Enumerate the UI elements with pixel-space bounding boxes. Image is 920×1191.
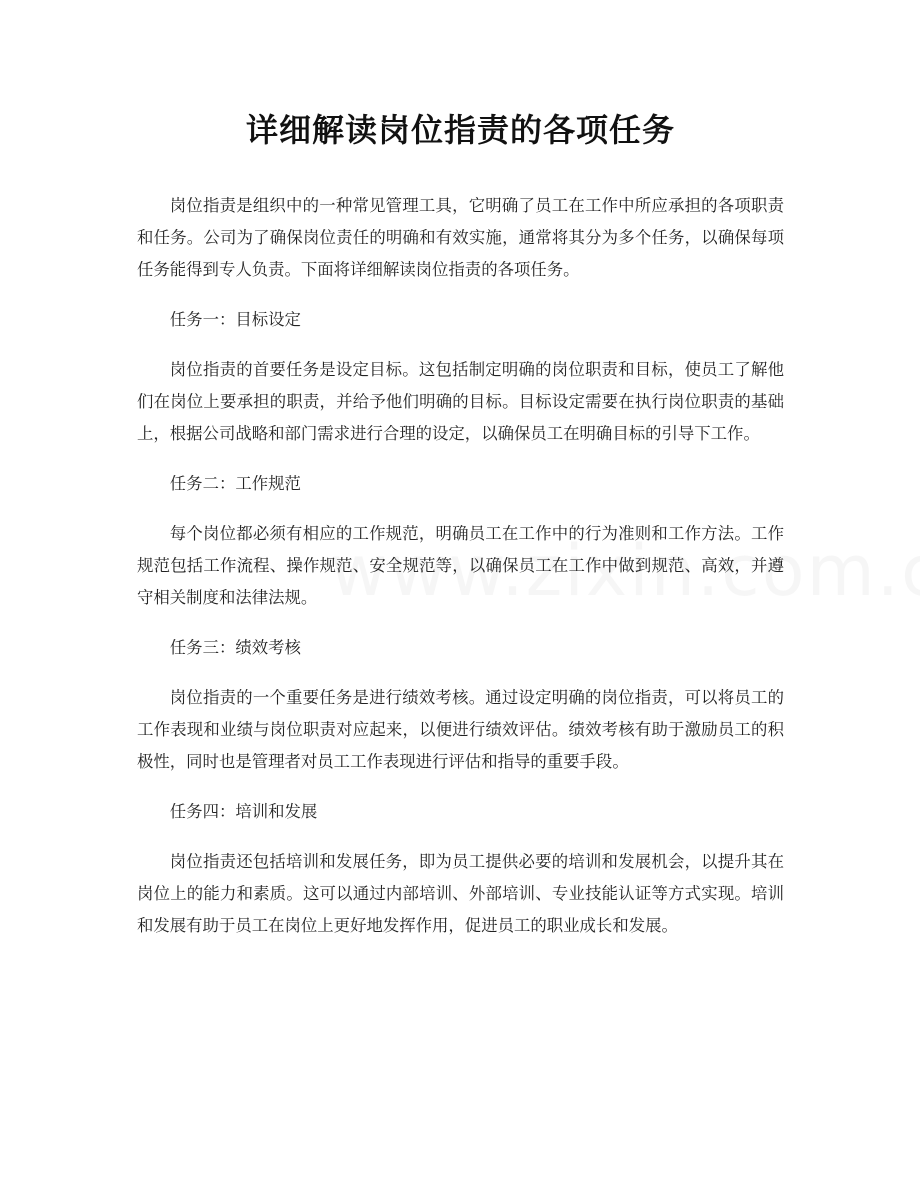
document-title: 详细解读岗位指责的各项任务	[245, 111, 675, 149]
section-body-4: 岗位指责还包括培训和发展任务，即为员工提供必要的培训和发展机会，以提升其在岗位上的能力和素质。这可以通过内部培训、外部培训、专业技能认证等方式实现。培训和发展有助于员工在岗位上更好地发挥作用，促进员工的职业成长和发展。	[137, 852, 784, 935]
section-body-3: 岗位指责的一个重要任务是进行绩效考核。通过设定明确的岗位指责，可以将员工的工作表现和业绩与岗位职责对应起来，以便进行绩效评估。绩效考核有助于激励员工的积极性，同时也是管理者对员工工作表现进行评估和指导的重要手段。	[137, 688, 784, 771]
section-body-2: 每个岗位都必须有相应的工作规范，明确员工在工作中的行为准则和工作方法。工作规范包括工作流程、操作规范、安全规范等，以确保员工在工作中做到规范、高效，并遵守相关制度和法律法规。	[137, 524, 784, 607]
section-heading-1: 任务一：目标设定	[169, 310, 301, 329]
section-heading-4: 任务四：培训和发展	[169, 802, 318, 821]
section-heading-2: 任务二：工作规范	[169, 474, 301, 493]
section-heading-3: 任务三：绩效考核	[169, 638, 301, 657]
section-body-1: 岗位指责的首要任务是设定目标。这包括制定明确的岗位职责和目标，使员工了解他们在岗位上要承担的职责，并给予他们明确的目标。目标设定需要在执行岗位职责的基础上，根据公司战略和部门需求进行合理的设定，以确保员工在明确目标的引导下工作。	[137, 360, 784, 443]
intro-paragraph: 岗位指责是组织中的一种常见管理工具，它明确了员工在工作中所应承担的各项职责和任务。公司为了确保岗位责任的明确和有效实施，通常将其分为多个任务，以确保每项任务能得到专人负责。下面将详细解读岗位指责的各项任务。	[137, 196, 784, 279]
